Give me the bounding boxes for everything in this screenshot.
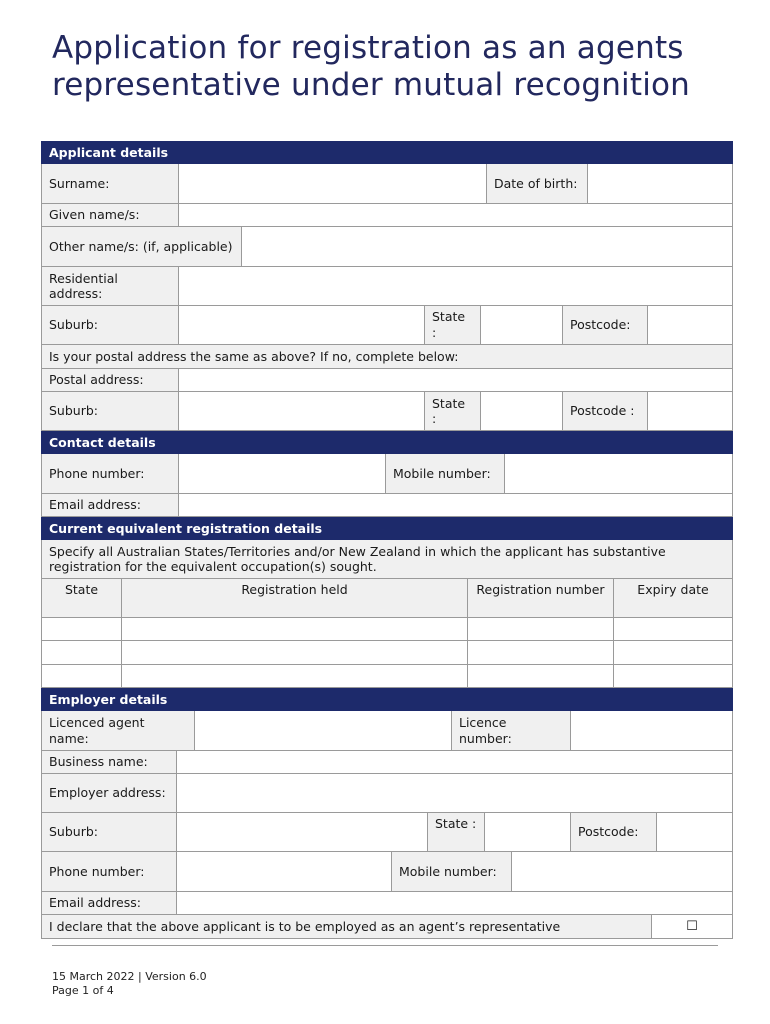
- employer-state-label: State :: [428, 813, 485, 851]
- page-title: Application for registration as an agents representative under mutual recognition: [52, 30, 691, 103]
- postal-state-field[interactable]: [481, 392, 563, 430]
- employer-postcode-label: Postcode:: [571, 813, 657, 851]
- mobile-label: Mobile number:: [386, 454, 505, 493]
- other-names-field[interactable]: [242, 227, 732, 266]
- residential-address-label: Residential address:: [42, 267, 179, 305]
- form-row: [41, 892, 733, 915]
- employer-mobile-field[interactable]: [512, 852, 732, 891]
- postal-address-field[interactable]: [179, 369, 732, 391]
- table-row: [41, 665, 733, 688]
- table-cell[interactable]: [122, 665, 468, 687]
- postal-address-label: Postal address:: [42, 369, 179, 391]
- employer-state-field[interactable]: [485, 813, 571, 851]
- licence-number-label: Licence number:: [452, 711, 571, 750]
- employer-email-label: Email address:: [42, 892, 177, 914]
- table-cell[interactable]: [42, 665, 122, 687]
- residential-address-field[interactable]: [179, 267, 732, 305]
- form-row: [41, 813, 733, 852]
- licence-number-field[interactable]: [571, 711, 732, 750]
- form-row: [41, 751, 733, 774]
- table-cell[interactable]: [614, 641, 732, 664]
- dob-label: Date of birth:: [487, 164, 588, 203]
- footer-divider: [52, 945, 718, 946]
- employer-address-field[interactable]: [177, 774, 732, 812]
- email-field[interactable]: [179, 494, 732, 516]
- table-row: [41, 618, 733, 641]
- section-header-employer: Employer details: [41, 688, 733, 711]
- state-field[interactable]: [481, 306, 563, 344]
- form-row: [41, 227, 733, 267]
- other-names-label: Other name/s: (if, applicable): [42, 227, 242, 266]
- declaration-text: I declare that the above applicant is to be employed as an agent’s representative: [42, 915, 652, 938]
- table-row: [41, 641, 733, 665]
- surname-field[interactable]: [179, 164, 487, 203]
- licenced-agent-name-field[interactable]: [195, 711, 452, 750]
- form-row: [41, 164, 733, 204]
- form-row: [41, 345, 733, 369]
- section-header-registration: Current equivalent registration details: [41, 517, 733, 540]
- postal-suburb-label: Suburb:: [42, 392, 179, 430]
- form-row: [41, 540, 733, 579]
- form-row: [41, 711, 733, 751]
- registration-instruction: Specify all Australian States/Territories and/or New Zealand in which the applicant has substantive registration for the equivalent occupation(s) sought.: [42, 540, 732, 578]
- table-cell[interactable]: [614, 618, 732, 640]
- phone-label: Phone number:: [42, 454, 179, 493]
- employer-suburb-field[interactable]: [177, 813, 428, 851]
- phone-field[interactable]: [179, 454, 386, 493]
- table-cell[interactable]: [468, 618, 614, 640]
- form-row: [41, 267, 733, 306]
- employer-postcode-field[interactable]: [657, 813, 732, 851]
- section-header-contact: Contact details: [41, 431, 733, 454]
- footer-page-number: Page 1 of 4: [52, 984, 114, 997]
- column-header-state: State: [42, 579, 122, 617]
- employer-suburb-label: Suburb:: [42, 813, 177, 851]
- form-row: [41, 454, 733, 494]
- given-names-label: Given name/s:: [42, 204, 179, 226]
- form-row: [41, 915, 733, 939]
- employer-mobile-label: Mobile number:: [392, 852, 512, 891]
- licenced-agent-name-label: Licenced agent name:: [42, 711, 195, 750]
- employer-email-field[interactable]: [177, 892, 732, 914]
- form-row: [41, 392, 733, 431]
- postal-suburb-field[interactable]: [179, 392, 425, 430]
- employer-address-label: Employer address:: [42, 774, 177, 812]
- form-row: [41, 306, 733, 345]
- table-cell[interactable]: [42, 641, 122, 664]
- table-cell[interactable]: [122, 641, 468, 664]
- footer-version: 15 March 2022 | Version 6.0: [52, 970, 207, 983]
- business-name-field[interactable]: [177, 751, 732, 773]
- table-cell[interactable]: [468, 665, 614, 687]
- postal-postcode-field[interactable]: [648, 392, 732, 430]
- postal-question: Is your postal address the same as above? If no, complete below:: [42, 345, 732, 368]
- column-header-expiry-date: Expiry date: [614, 579, 732, 617]
- postcode-label: Postcode:: [563, 306, 648, 344]
- declaration-checkbox[interactable]: ☐: [652, 915, 732, 938]
- employer-phone-label: Phone number:: [42, 852, 177, 891]
- table-cell[interactable]: [468, 641, 614, 664]
- footer: [52, 970, 207, 998]
- registration-table-header: [41, 579, 733, 618]
- postal-postcode-label: Postcode :: [563, 392, 648, 430]
- form-row: [41, 204, 733, 227]
- registration-form: [41, 141, 733, 939]
- email-label: Email address:: [42, 494, 179, 516]
- postal-state-label: State :: [425, 392, 481, 430]
- table-cell[interactable]: [614, 665, 732, 687]
- mobile-field[interactable]: [505, 454, 732, 493]
- form-row: [41, 774, 733, 813]
- table-cell[interactable]: [122, 618, 468, 640]
- postcode-field[interactable]: [648, 306, 732, 344]
- employer-phone-field[interactable]: [177, 852, 392, 891]
- business-name-label: Business name:: [42, 751, 177, 773]
- given-names-field[interactable]: [179, 204, 732, 226]
- column-header-registration-number: Registration number: [468, 579, 614, 617]
- section-header-applicant: Applicant details: [41, 141, 733, 164]
- surname-label: Surname:: [42, 164, 179, 203]
- form-row: [41, 369, 733, 392]
- suburb-label: Suburb:: [42, 306, 179, 344]
- dob-field[interactable]: [588, 164, 732, 203]
- suburb-field[interactable]: [179, 306, 425, 344]
- state-label: State :: [425, 306, 481, 344]
- form-row: [41, 852, 733, 892]
- column-header-registration-held: Registration held: [122, 579, 468, 617]
- form-row: [41, 494, 733, 517]
- table-cell[interactable]: [42, 618, 122, 640]
